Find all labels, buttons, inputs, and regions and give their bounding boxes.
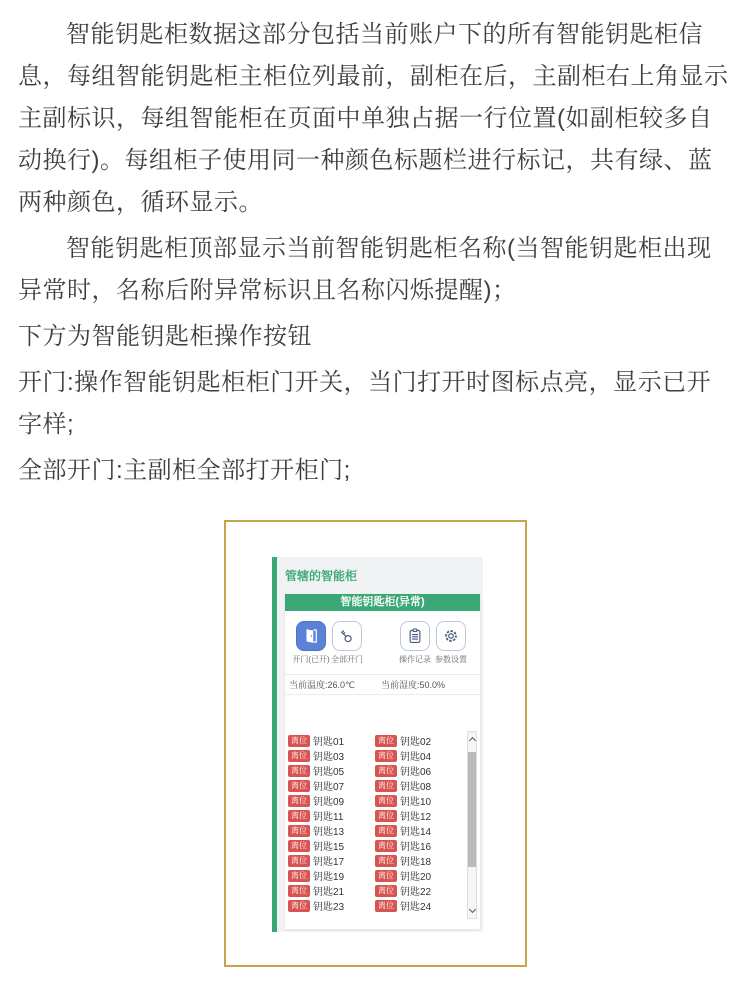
figure-frame <box>224 520 527 967</box>
button-label: 开门(已开) <box>292 655 330 664</box>
key-item <box>375 763 467 778</box>
key-status-badge: 离位 <box>288 765 310 777</box>
key-status-badge: 离位 <box>288 885 310 897</box>
key-status-badge: 离位 <box>375 750 397 762</box>
key-item <box>375 808 467 823</box>
key-name: 钥匙11 <box>313 812 344 823</box>
key-item <box>288 733 375 748</box>
key-status-badge: 离位 <box>288 735 310 747</box>
key-name: 钥匙01 <box>313 737 345 748</box>
paragraph: 下方为智能钥匙柜操作按钮 <box>18 323 312 350</box>
key-item <box>288 748 375 763</box>
key-status-badge: 离位 <box>288 900 310 912</box>
key-status-badge: 离位 <box>375 900 397 912</box>
key-status-badge: 离位 <box>288 870 310 882</box>
key-name: 钥匙13 <box>313 827 345 838</box>
key-item <box>375 748 467 763</box>
key-item <box>288 883 375 898</box>
key-item <box>288 823 375 838</box>
key-item <box>375 778 467 793</box>
scroll-down-icon[interactable] <box>468 906 475 913</box>
key-name: 钥匙18 <box>400 857 432 868</box>
key-status-badge: 离位 <box>288 810 310 822</box>
key-item <box>375 868 467 883</box>
key-name: 钥匙07 <box>313 782 345 793</box>
key-item <box>288 808 375 823</box>
cabinet-screenshot <box>272 557 483 932</box>
button-label: 参数设置 <box>435 655 467 664</box>
key-item <box>288 868 375 883</box>
key-status-badge: 离位 <box>288 750 310 762</box>
key-item <box>288 763 375 778</box>
temperature-value: 当前温度:26.0℃ <box>289 680 356 690</box>
key-item <box>288 778 375 793</box>
key-item <box>288 898 375 913</box>
key-name: 钥匙10 <box>400 797 432 808</box>
key-status-badge: 离位 <box>288 855 310 867</box>
key-item <box>288 838 375 853</box>
key-name: 钥匙12 <box>400 812 432 823</box>
cabinet-actions <box>285 611 480 665</box>
paragraph: 开门:操作智能钥匙柜柜门开关，当门打开时图标点亮，显示已开字样; <box>18 369 712 438</box>
key-name: 钥匙20 <box>400 872 432 883</box>
key-status-badge: 离位 <box>375 840 397 852</box>
key-status-badge: 离位 <box>375 780 397 792</box>
key-item <box>288 793 375 808</box>
gear-icon <box>442 627 460 645</box>
key-item <box>375 853 467 868</box>
key-item <box>375 823 467 838</box>
key-name: 钥匙15 <box>313 842 345 853</box>
humidity-value: 当前湿度:50.0% <box>381 680 446 690</box>
key-status-badge: 离位 <box>375 795 397 807</box>
key-status-badge: 离位 <box>288 795 310 807</box>
key-item <box>375 733 467 748</box>
key-name: 钥匙03 <box>313 752 345 763</box>
key-name: 钥匙16 <box>400 842 432 853</box>
button-label: 操作记录 <box>399 655 431 664</box>
key-name: 钥匙21 <box>313 887 345 898</box>
button-label: 全部开门 <box>331 655 363 664</box>
key-status-badge: 离位 <box>375 765 397 777</box>
key-status-badge: 离位 <box>375 825 397 837</box>
key-name: 钥匙22 <box>400 887 432 898</box>
key-name: 钥匙06 <box>400 767 432 778</box>
key-item <box>375 883 467 898</box>
key-item <box>375 898 467 913</box>
paragraph: 全部开门:主副柜全部打开柜门; <box>18 457 351 484</box>
key-name: 钥匙14 <box>400 827 432 838</box>
open-all-doors-button[interactable] <box>330 621 364 665</box>
page-title: 管辖的智能柜 <box>285 569 358 583</box>
cabinet-card <box>285 594 480 929</box>
scrollbar-thumb[interactable] <box>468 752 476 867</box>
key-status-badge: 离位 <box>375 885 397 897</box>
actions-spacer <box>364 621 398 665</box>
key-status-badge: 离位 <box>288 780 310 792</box>
key-status-badge: 离位 <box>288 825 310 837</box>
parameter-settings-button[interactable] <box>434 621 468 665</box>
key-name: 钥匙09 <box>313 797 345 808</box>
key-list <box>288 733 467 929</box>
key-item <box>288 853 375 868</box>
key-area <box>285 733 480 929</box>
paragraph: 智能钥匙柜顶部显示当前智能钥匙柜名称(当智能钥匙柜出现异常时，名称后附异常标识且名称闪烁提醒)； <box>18 235 712 304</box>
key-status-badge: 离位 <box>288 840 310 852</box>
cabinet-title-bar: 智能钥匙柜(异常) <box>285 594 480 611</box>
key-status-badge: 离位 <box>375 855 397 867</box>
key-list-scrollbar[interactable] <box>467 731 477 919</box>
operation-records-button[interactable] <box>398 621 432 665</box>
key-name: 钥匙05 <box>313 767 345 778</box>
key-item <box>375 793 467 808</box>
key-name: 钥匙04 <box>400 752 432 763</box>
key-status-badge: 离位 <box>375 870 397 882</box>
key-name: 钥匙17 <box>313 857 345 868</box>
door-open-icon <box>302 627 320 645</box>
card-spacer <box>285 695 480 733</box>
clipboard-icon <box>406 627 424 645</box>
open-door-button[interactable] <box>294 621 328 665</box>
key-status-badge: 离位 <box>375 810 397 822</box>
cabinet-panel <box>277 557 483 932</box>
scroll-up-icon[interactable] <box>468 737 475 744</box>
key-item <box>375 838 467 853</box>
key-icon <box>338 627 356 645</box>
key-name: 钥匙02 <box>400 737 432 748</box>
key-name: 钥匙24 <box>400 902 432 913</box>
key-status-badge: 离位 <box>375 735 397 747</box>
environment-row <box>285 674 480 695</box>
key-name: 钥匙23 <box>313 902 345 913</box>
key-name: 钥匙08 <box>400 782 432 793</box>
key-name: 钥匙19 <box>313 872 345 883</box>
paragraph: 智能钥匙柜数据这部分包括当前账户下的所有智能钥匙柜信息，每组智能钥匙柜主柜位列最前，副柜在后，主副柜右上角显示主副标识，每组智能柜在页面中单独占据一行位置(如副柜较多自动换行)。每组柜子使用同一种颜色标题栏进行标记，共有绿、蓝两种颜色，循环显示。 <box>18 21 729 216</box>
